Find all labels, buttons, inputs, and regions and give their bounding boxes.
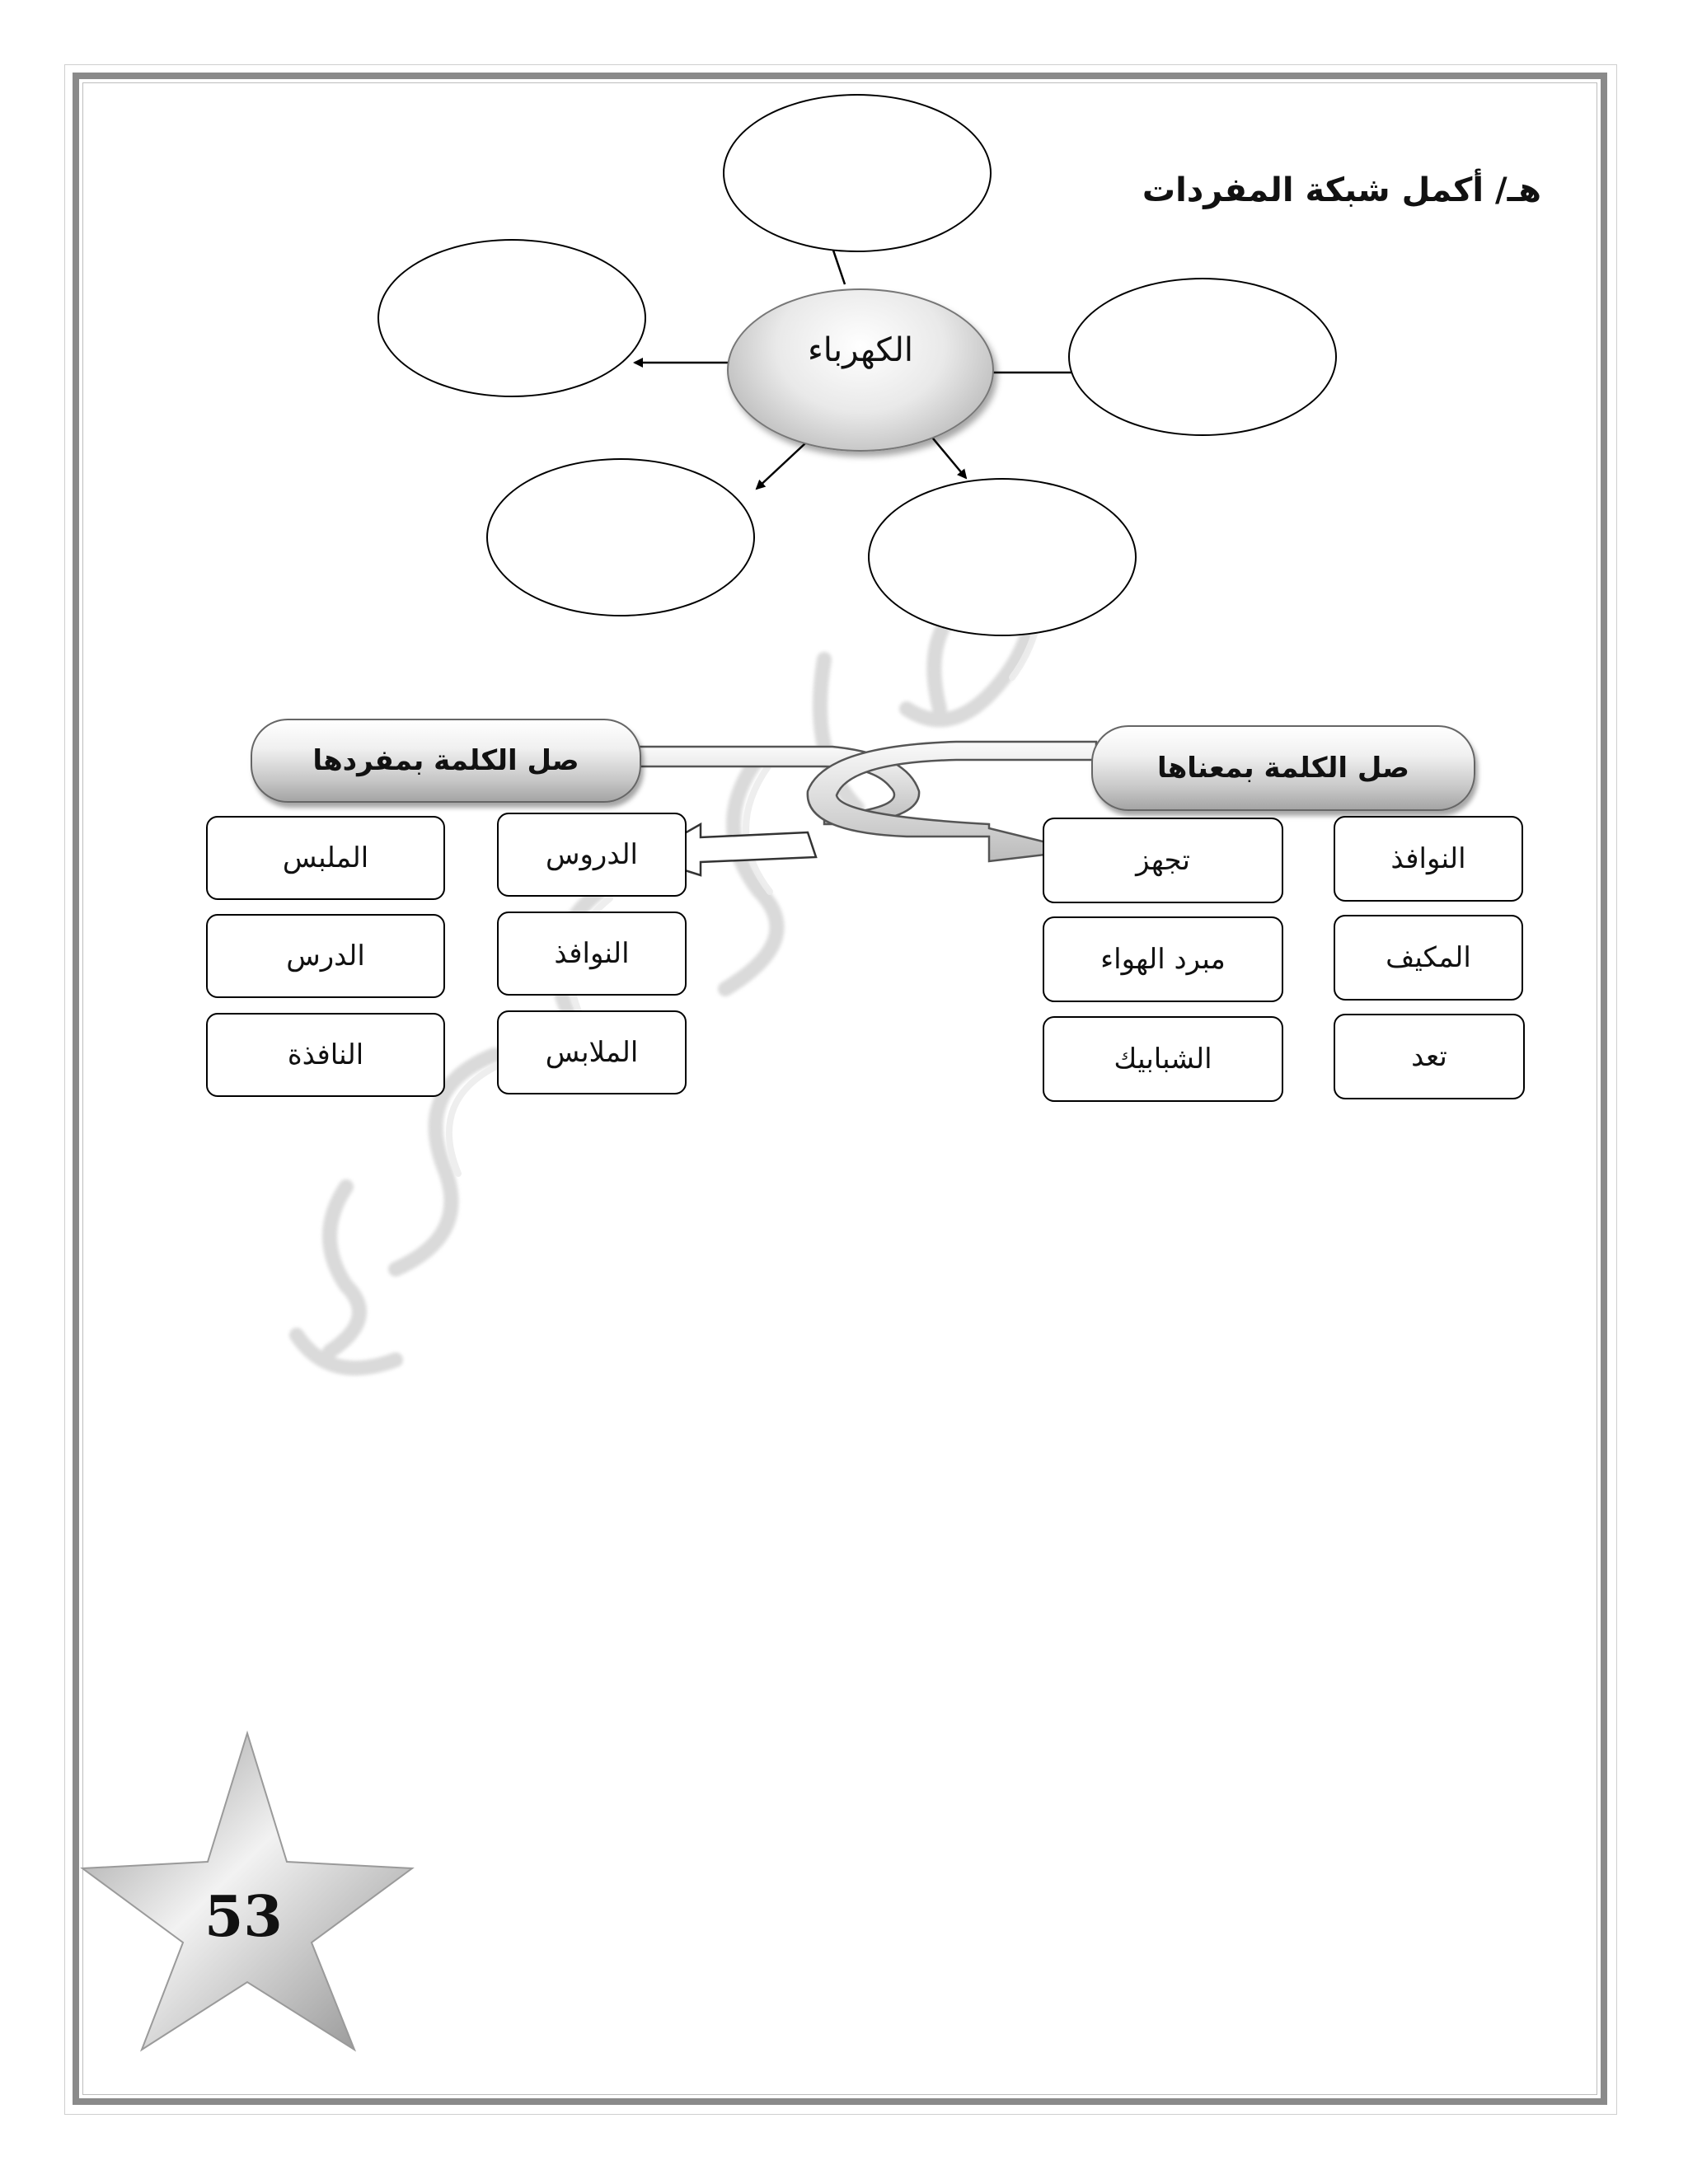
- singular-left-2[interactable]: [206, 914, 445, 998]
- meaning-right-1[interactable]: [1334, 816, 1523, 902]
- heading-match-meaning: [1091, 725, 1475, 811]
- box-label: النوافذ: [554, 937, 630, 970]
- box-label: النافذة: [287, 1038, 364, 1071]
- singular-right-3[interactable]: [497, 1010, 687, 1094]
- meaning-right-3[interactable]: [1334, 1014, 1525, 1099]
- box-label: تعد: [1411, 1040, 1447, 1073]
- meaning-right-2[interactable]: [1334, 915, 1523, 1001]
- section-title: هـ/ أكمل شبكة المفردات: [1142, 171, 1541, 209]
- meaning-left-3[interactable]: [1043, 1016, 1283, 1102]
- meaning-left-1[interactable]: [1043, 818, 1283, 903]
- page-number: 53: [204, 1884, 283, 1950]
- box-label: الدرس: [286, 940, 365, 972]
- singular-left-1[interactable]: [206, 816, 445, 900]
- web-center-word: الكهرباء: [807, 331, 914, 369]
- singular-left-3[interactable]: [206, 1013, 445, 1097]
- singular-right-1[interactable]: [497, 813, 687, 897]
- box-label: تجهز: [1136, 844, 1190, 877]
- meaning-left-2[interactable]: [1043, 916, 1283, 1002]
- singular-right-2[interactable]: [497, 912, 687, 996]
- box-label: الملبس: [282, 841, 369, 874]
- heading-match-meaning-text: صل الكلمة بمعناها: [1156, 752, 1410, 785]
- box-label: الملابس: [545, 1036, 639, 1069]
- box-label: الدروس: [546, 838, 638, 871]
- box-label: مبرد الهواء: [1100, 943, 1226, 976]
- heading-match-singular-text: صل الكلمة بمفردها: [312, 744, 579, 777]
- heading-match-singular: [251, 719, 641, 803]
- box-label: النوافذ: [1390, 842, 1466, 875]
- box-label: المكيف: [1386, 941, 1471, 974]
- box-label: الشبابيك: [1114, 1043, 1212, 1076]
